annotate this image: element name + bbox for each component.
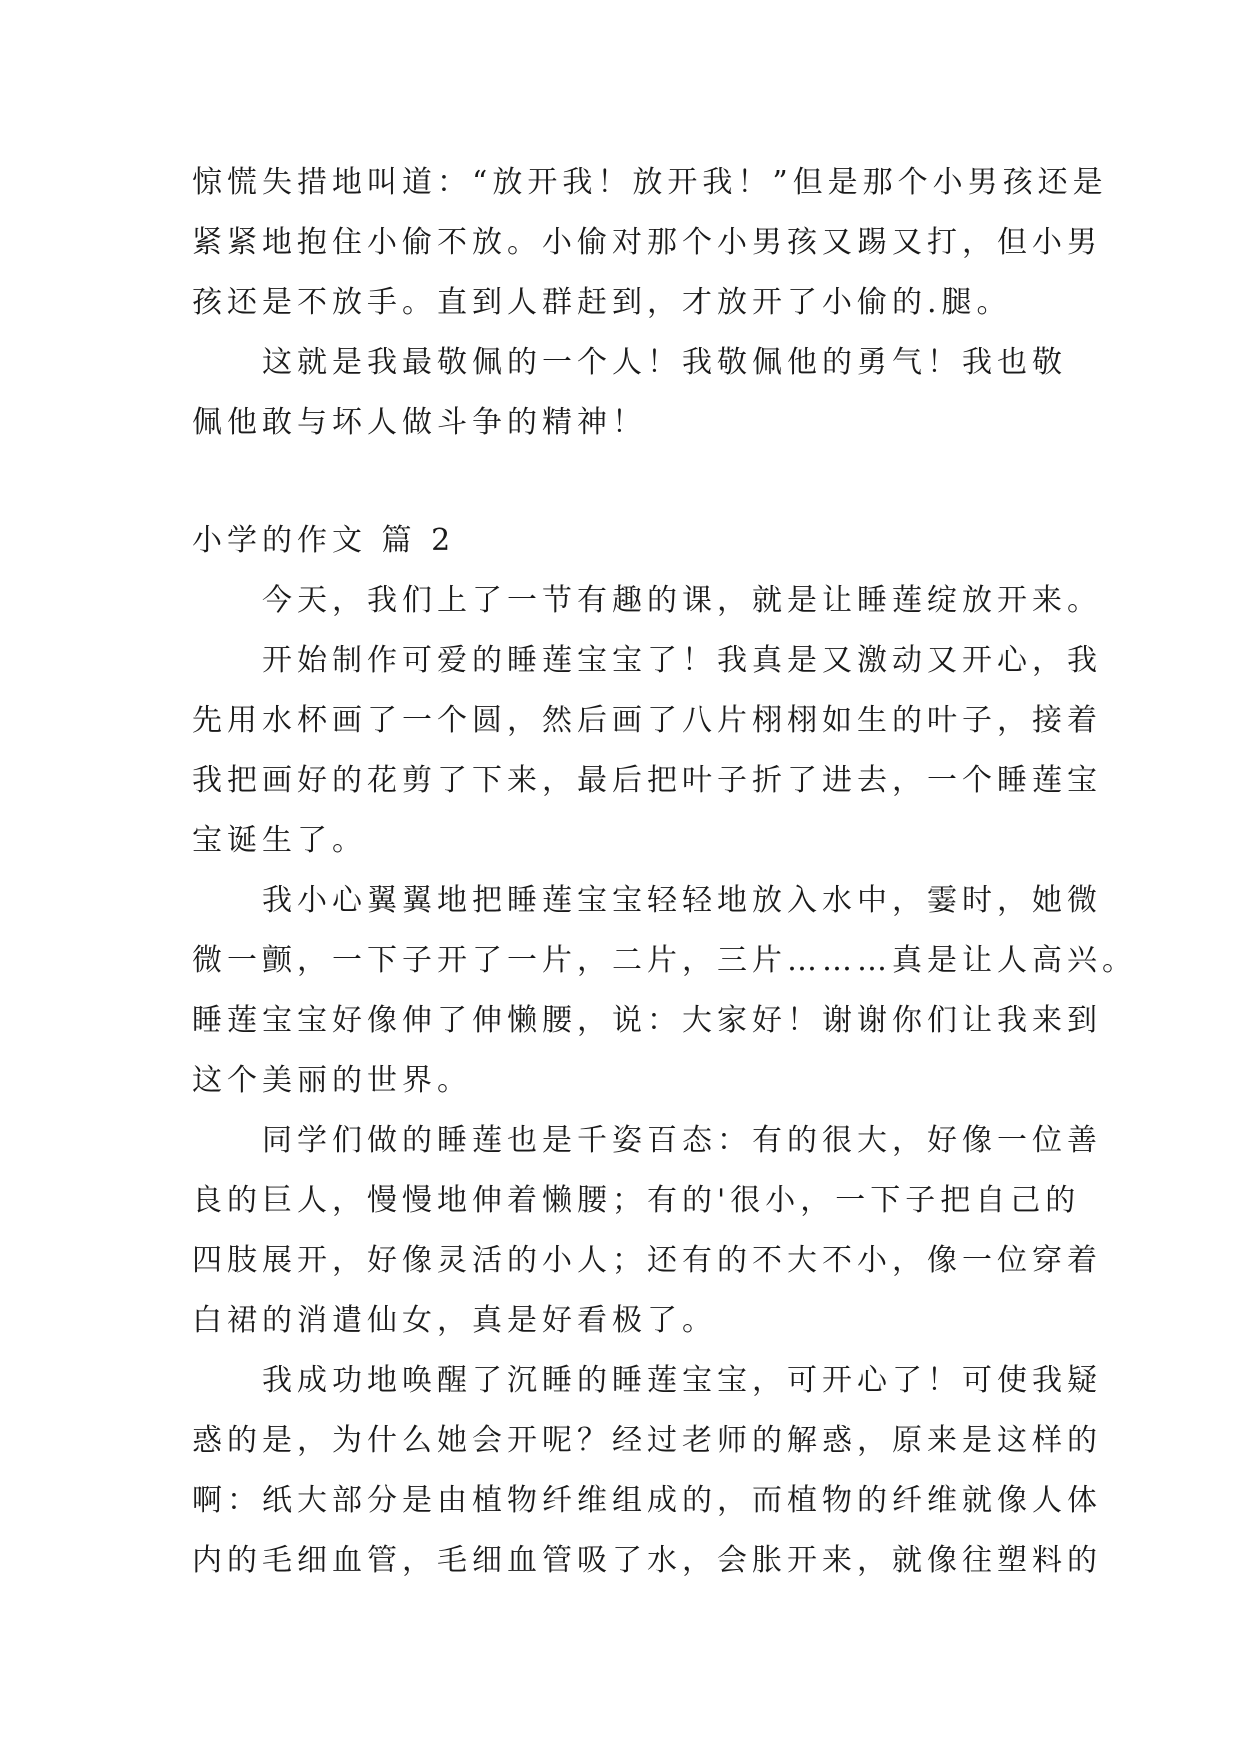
paragraph bbox=[192, 631, 1102, 871]
text-line: 白裙的消遣仙女，真是好看极了。 bbox=[192, 1303, 717, 1338]
paragraph bbox=[192, 571, 1102, 631]
text-line: 良的巨人，慢慢地伸着懒腰；有的'很小，一下子把自己的 bbox=[192, 1183, 1081, 1218]
paragraph bbox=[192, 871, 1137, 1111]
text-line: 我把画好的花剪了下来，最后把叶子折了进去，一个睡莲宝 bbox=[192, 763, 1102, 798]
text-line: 我成功地唤醒了沉睡的睡莲宝宝，可开心了！可使我疑 bbox=[262, 1363, 1102, 1398]
text-line: 紧紧地抱住小偷不放。小偷对那个小男孩又踢又打，但小男 bbox=[192, 225, 1102, 260]
paragraph bbox=[192, 153, 1108, 333]
text-line: 微一颤，一下子开了一片，二片，三片………真是让人高兴。 bbox=[192, 943, 1137, 978]
text-line: 四肢展开，好像灵活的小人；还有的不大不小，像一位穿着 bbox=[192, 1243, 1102, 1278]
text-line: 佩他敢与坏人做斗争的精神！ bbox=[192, 405, 647, 440]
paragraph bbox=[192, 1111, 1102, 1351]
text-line: 惑的是，为什么她会开呢？经过老师的解惑，原来是这样的 bbox=[192, 1423, 1102, 1458]
text-line: 内的毛细血管，毛细血管吸了水，会胀开来，就像往塑料的 bbox=[192, 1543, 1102, 1578]
text-line: 先用水杯画了一个圆，然后画了八片栩栩如生的叶子，接着 bbox=[192, 703, 1102, 738]
text-line: 宝诞生了。 bbox=[192, 823, 367, 858]
text-line: 开始制作可爱的睡莲宝宝了！我真是又激动又开心，我 bbox=[262, 643, 1102, 678]
text-line: 睡莲宝宝好像伸了伸懒腰，说：大家好！谢谢你们让我来到 bbox=[192, 1003, 1102, 1038]
document-body bbox=[192, 153, 1137, 1591]
text-line: 这就是我最敬佩的一个人！我敬佩他的勇气！我也敬 bbox=[262, 345, 1067, 380]
text-line: 这个美丽的世界。 bbox=[192, 1063, 472, 1098]
text-line: 今天，我们上了一节有趣的课，就是让睡莲绽放开来。 bbox=[262, 583, 1102, 618]
text-line: 我小心翼翼地把睡莲宝宝轻轻地放入水中，霎时，她微 bbox=[262, 883, 1102, 918]
text-line: 同学们做的睡莲也是千姿百态：有的很大，好像一位善 bbox=[262, 1123, 1102, 1158]
section-heading: 小学的作文 篇 2 bbox=[192, 523, 456, 558]
text-line: 啊：纸大部分是由植物纤维组成的，而植物的纤维就像人体 bbox=[192, 1483, 1102, 1518]
paragraph bbox=[192, 333, 1072, 453]
text-line: 惊慌失措地叫道：“放开我！放开我！”但是那个小男孩还是 bbox=[192, 165, 1108, 200]
paragraph bbox=[192, 1351, 1102, 1591]
text-line: 孩还是不放手。直到人群赶到，才放开了小偷的.腿。 bbox=[192, 285, 1012, 320]
